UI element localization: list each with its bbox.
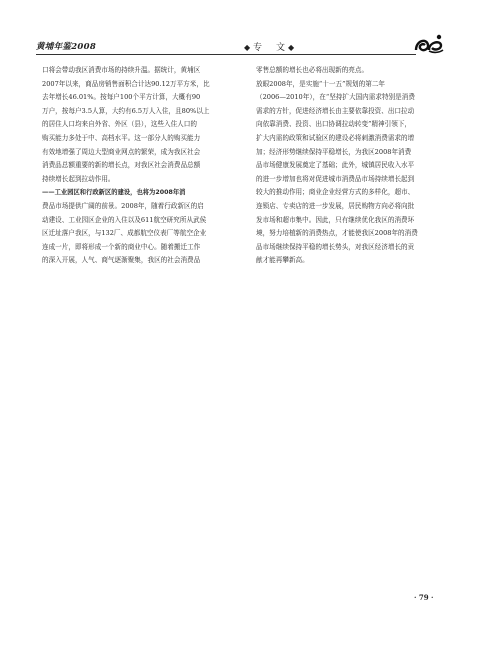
text-line: 动建设、工业园区企业的入住以及611航空研究所从武侯 <box>42 215 207 224</box>
text-line: 购买能力多处于中、高档水平。这一部分人的购买能力 <box>42 133 201 142</box>
text-line: 放眼2008年，是实施“十一五”规划的第二年 <box>256 79 386 88</box>
text-line: 持续增长起到拉动作用。 <box>42 174 115 183</box>
text-line: 品市场继续保持平稳的增长势头，对我区经济增长的贡 <box>256 242 415 251</box>
yearbook-logo-icon <box>413 30 445 58</box>
text-line: ——工业园区和行政新区的建设，也将为2008年消 <box>42 189 186 197</box>
section-label-left: 专 <box>253 43 263 53</box>
text-line: 口将会带动我区消费市场的持续升温。据统计，黄埔区 <box>42 66 201 74</box>
text-line: 的进一步增加也将对促进城市消费品市场持续增长起到 <box>256 174 415 183</box>
diamond-right-icon: ◆ <box>287 43 295 52</box>
section-label-right: 文 <box>276 43 286 53</box>
yearbook-title: 黄埔年鉴2008 <box>36 42 97 52</box>
text-line: 消费品总额重要的新的增长点，对我区社会消费品总额 <box>42 161 201 170</box>
text-line: 品市场健康发展奠定了基础；此外，城镇居民收入水平 <box>256 161 415 170</box>
text-line: 有效地增强了周边大型商业网点的繁荣，成为我区社会 <box>42 147 201 156</box>
text-line: 较大的推动作用；商业企业经营方式的多样化，超市、 <box>256 188 415 197</box>
text-line: 发市场和超市集中。因此，只有继续优化我区的消费环 <box>256 215 415 224</box>
text-line: 连锁店、专卖店的进一步发展，居民购物方向必将向批 <box>256 201 415 210</box>
text-line: 零售总额的增长也必将出现新的亮点。 <box>256 66 369 74</box>
text-line: （2006—2010年），在“坚持扩大国内需求特别是消费 <box>256 93 415 102</box>
text-line: 区迁址落户我区，与132厂、成都航空仪表厂等航空企业 <box>42 229 207 238</box>
text-line: 献才能再攀新高。 <box>256 256 309 265</box>
text-line: 连成一片，即将形成一个新的商业中心。随着搬迁工作 <box>42 242 201 251</box>
page-header <box>36 40 446 52</box>
text-line: 需求的方针，促进经济增长由主要依靠投资、出口拉动 <box>256 106 415 115</box>
text-line: 的深入开展，人气、商气逐渐聚集，我区的社会消费品 <box>42 256 201 265</box>
header-rule <box>36 54 416 55</box>
text-line: 2007年以来，商品房销售面积合计达90.12万平方米，比 <box>42 79 210 88</box>
text-line: 加；经济形势继续保持平稳增长，为我区2008年消费 <box>256 147 412 156</box>
section-label <box>244 40 294 53</box>
page-number: · 79 · <box>414 593 434 602</box>
left-column <box>42 64 235 268</box>
diamond-left-icon: ◆ <box>244 43 251 52</box>
text-line: 境，努力培植新的消费热点，才能使我区2008年的消费 <box>256 229 418 238</box>
text-line: 向依靠消费、投资、出口协调拉动转变”精神引领下， <box>256 120 412 129</box>
text-line: 费品市场提供广阔的前景。2008年，随着行政新区的启 <box>42 201 204 210</box>
text-line: 去年增长46.01%。按每户100个平方计算，大概有90 <box>42 93 201 102</box>
right-column <box>256 64 449 268</box>
text-line: 扩大内需的政策和试验区的建设必将刺激消费需求的增 <box>256 133 415 142</box>
text-line: 万户，按每户3.5人算，大约有6.5万人入住，且80%以上 <box>42 106 210 115</box>
text-line: 的居住人口均来自外省、外区（县），这些入住人口的 <box>42 120 197 129</box>
